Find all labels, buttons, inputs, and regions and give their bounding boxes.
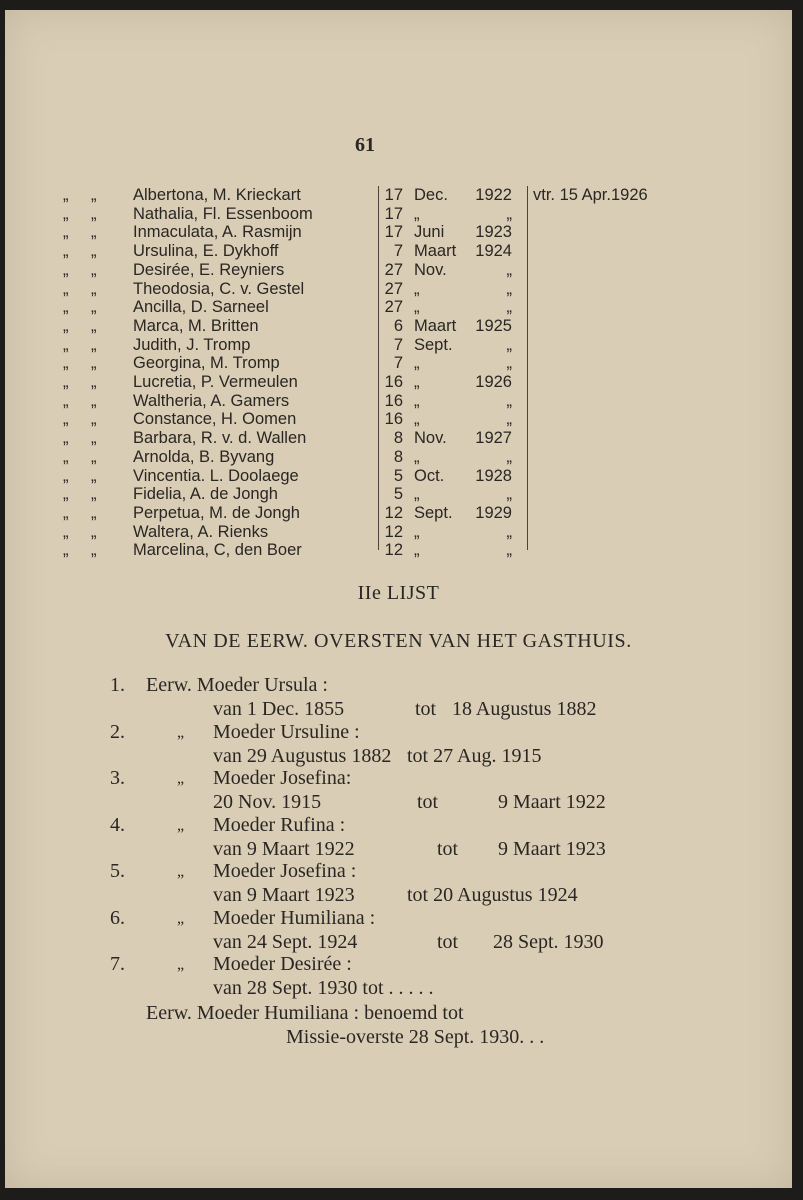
closing-note-line-2: Missie-overste 28 Sept. 1930. . . bbox=[286, 1026, 545, 1048]
departure-note: vtr. 15 Apr.1926 bbox=[533, 186, 648, 204]
roster-row bbox=[5, 448, 792, 467]
ditto-mark: „ bbox=[91, 186, 97, 204]
roster-row bbox=[5, 205, 792, 224]
entry-day: 7 bbox=[393, 354, 403, 373]
entry-month: Sept. bbox=[414, 335, 453, 354]
entry-year: „ bbox=[506, 485, 512, 504]
ditto-mark: „ bbox=[91, 335, 97, 354]
entry-month: „ bbox=[414, 391, 420, 410]
entry-month: „ bbox=[414, 541, 420, 560]
entry-day: 8 bbox=[393, 447, 403, 466]
roster-row bbox=[5, 504, 792, 523]
entry-number: 3. bbox=[110, 767, 125, 789]
roster-row bbox=[5, 261, 792, 280]
entry-period: tot bbox=[417, 791, 439, 813]
book-page bbox=[5, 10, 792, 1188]
entry-day: 27 bbox=[384, 260, 403, 279]
entry-title: Moeder Humiliana : bbox=[213, 906, 376, 929]
ditto-mark: „ bbox=[63, 410, 69, 429]
entry-month: „ bbox=[414, 279, 420, 298]
entry-day: 5 bbox=[393, 485, 403, 504]
entry-month: „ bbox=[414, 410, 420, 429]
entry-day: 17 bbox=[384, 186, 403, 204]
entry-day: 12 bbox=[384, 522, 403, 541]
ditto-mark: „ bbox=[63, 204, 69, 223]
ditto-mark: „ bbox=[63, 447, 69, 466]
sister-name: Georgina, M. Tromp bbox=[133, 354, 280, 373]
sister-name: Perpetua, M. de Jongh bbox=[133, 503, 300, 522]
entry-year: „ bbox=[506, 541, 512, 560]
entry-period: 9 Maart 1922 bbox=[498, 791, 606, 813]
ditto-mark: „ bbox=[63, 391, 69, 410]
sister-name: Desirée, E. Reyniers bbox=[133, 260, 285, 279]
page-number: 61 bbox=[355, 134, 375, 156]
ditto-mark: „ bbox=[91, 429, 97, 448]
sister-name: Marca, M. Britten bbox=[133, 316, 259, 335]
sister-name: Marcelina, C, den Boer bbox=[133, 541, 302, 560]
roster-row bbox=[5, 467, 792, 486]
roster-row bbox=[5, 223, 792, 242]
ditto-mark: „ bbox=[91, 242, 97, 261]
ditto-mark: „ bbox=[91, 373, 97, 391]
roster-row bbox=[5, 541, 792, 560]
entry-day: 7 bbox=[393, 242, 403, 261]
entry-month: Dec. bbox=[414, 186, 448, 204]
ditto-mark: „ bbox=[177, 956, 185, 973]
ditto-mark: „ bbox=[177, 863, 185, 880]
entry-period: van 24 Sept. 1924 bbox=[213, 930, 358, 953]
entry-year: 1928 bbox=[475, 466, 512, 485]
ditto-mark: „ bbox=[91, 447, 97, 466]
sister-name: Judith, J. Tromp bbox=[133, 335, 251, 354]
sister-name: Lucretia, P. Vermeulen bbox=[133, 373, 298, 391]
ditto-mark: „ bbox=[63, 429, 69, 448]
roster-row bbox=[5, 373, 792, 392]
entry-year: 1927 bbox=[475, 429, 512, 448]
sister-name: Inmaculata, A. Rasmijn bbox=[133, 223, 302, 242]
roster-row bbox=[5, 298, 792, 317]
entry-day: 27 bbox=[384, 279, 403, 298]
ditto-mark: „ bbox=[63, 503, 69, 522]
closing-note-line-1: Eerw. Moeder Humiliana : benoemd tot bbox=[146, 1002, 464, 1024]
roster-row bbox=[5, 429, 792, 448]
sister-name: Theodosia, C. v. Gestel bbox=[133, 279, 305, 298]
ditto-mark: „ bbox=[63, 354, 69, 373]
roster-row bbox=[5, 186, 792, 205]
entry-month: „ bbox=[414, 485, 420, 504]
entry-year: „ bbox=[506, 354, 512, 373]
entry-month: Nov. bbox=[414, 429, 447, 448]
entry-number: 1. bbox=[110, 674, 125, 696]
entry-month: „ bbox=[414, 204, 420, 223]
entry-year: 1922 bbox=[475, 186, 512, 204]
entry-period: 9 Maart 1923 bbox=[498, 837, 606, 860]
ditto-mark: „ bbox=[91, 466, 97, 485]
entry-day: 8 bbox=[393, 429, 403, 448]
entry-number: 2. bbox=[110, 720, 125, 743]
ditto-mark: „ bbox=[91, 316, 97, 335]
roster-row bbox=[5, 410, 792, 429]
entry-year: 1925 bbox=[475, 316, 512, 335]
ditto-mark: „ bbox=[63, 298, 69, 317]
ditto-mark: „ bbox=[91, 522, 97, 541]
list-title: IIe LIJST bbox=[357, 582, 440, 604]
entry-year: „ bbox=[506, 335, 512, 354]
sister-name: Barbara, R. v. d. Wallen bbox=[133, 429, 307, 448]
entry-title: Moeder Desirée : bbox=[213, 953, 352, 975]
entry-number: 5. bbox=[110, 860, 125, 882]
roster-row bbox=[5, 392, 792, 411]
ditto-mark: „ bbox=[177, 723, 185, 741]
ditto-mark: „ bbox=[63, 186, 69, 204]
ditto-mark: „ bbox=[91, 410, 97, 429]
entry-day: 17 bbox=[384, 223, 403, 242]
sister-name: Constance, H. Oomen bbox=[133, 410, 297, 429]
entry-year: „ bbox=[506, 447, 512, 466]
entry-year: 1929 bbox=[475, 503, 512, 522]
ditto-mark: „ bbox=[63, 260, 69, 279]
roster-row bbox=[5, 523, 792, 542]
sister-name: Waltera, A. Rienks bbox=[133, 522, 269, 541]
entry-period: 28 Sept. 1930 bbox=[493, 930, 604, 953]
sister-name: Ursulina, E. Dykhoff bbox=[133, 242, 279, 261]
roster-row bbox=[5, 317, 792, 336]
entry-title: Moeder Rufina : bbox=[213, 813, 346, 836]
entry-year: „ bbox=[506, 204, 512, 223]
entry-day: 6 bbox=[393, 316, 403, 335]
ditto-mark: „ bbox=[63, 335, 69, 354]
ditto-mark: „ bbox=[63, 522, 69, 541]
entry-year: „ bbox=[506, 260, 512, 279]
entry-day: 12 bbox=[384, 503, 403, 522]
ditto-mark: „ bbox=[63, 466, 69, 485]
ditto-mark: „ bbox=[91, 503, 97, 522]
entry-year: 1923 bbox=[475, 223, 512, 242]
entry-year: „ bbox=[506, 279, 512, 298]
entry-title: Moeder Ursuline : bbox=[213, 720, 360, 743]
ditto-mark: „ bbox=[91, 541, 97, 560]
roster-row bbox=[5, 354, 792, 373]
ditto-mark: „ bbox=[63, 485, 69, 504]
entry-period: 18 Augustus 1882 bbox=[452, 698, 597, 720]
entry-year: „ bbox=[506, 298, 512, 317]
sister-name: Ancilla, D. Sarneel bbox=[133, 298, 269, 317]
entry-year: „ bbox=[506, 410, 512, 429]
entry-period: tot bbox=[437, 930, 459, 953]
ditto-mark: „ bbox=[63, 242, 69, 261]
entry-year: 1926 bbox=[475, 373, 512, 391]
entry-month: „ bbox=[414, 373, 420, 391]
entry-year: 1924 bbox=[475, 242, 512, 261]
entry-day: 16 bbox=[384, 373, 403, 391]
ditto-mark: „ bbox=[91, 223, 97, 242]
entry-period: 20 Nov. 1915 bbox=[213, 791, 322, 813]
entry-number: 7. bbox=[110, 953, 125, 975]
roster-row bbox=[5, 242, 792, 261]
ditto-mark: „ bbox=[63, 541, 69, 560]
entry-month: Maart bbox=[414, 242, 457, 261]
ditto-mark: „ bbox=[91, 485, 97, 504]
entry-day: 7 bbox=[393, 335, 403, 354]
ditto-mark: „ bbox=[177, 770, 185, 787]
sister-name: Waltheria, A. Gamers bbox=[133, 391, 290, 410]
entry-number: 4. bbox=[110, 813, 125, 836]
entry-day: 27 bbox=[384, 298, 403, 317]
entry-period: van 29 Augustus 1882 bbox=[213, 744, 392, 767]
ditto-mark: „ bbox=[63, 316, 69, 335]
entry-period: van 28 Sept. 1930 tot . . . . . bbox=[213, 977, 434, 999]
ditto-mark: „ bbox=[91, 204, 97, 223]
entry-period: van 9 Maart 1922 bbox=[213, 837, 355, 860]
entry-month: „ bbox=[414, 447, 420, 466]
entry-period: tot 20 Augustus 1924 bbox=[407, 884, 578, 906]
entry-month: „ bbox=[414, 298, 420, 317]
entry-period: tot bbox=[437, 837, 459, 860]
entry-day: 17 bbox=[384, 204, 403, 223]
sister-name: Nathalia, Fl. Essenboom bbox=[133, 204, 313, 223]
entry-day: 5 bbox=[393, 466, 403, 485]
ditto-mark: „ bbox=[177, 816, 185, 834]
ditto-mark: „ bbox=[91, 279, 97, 298]
entry-day: 16 bbox=[384, 391, 403, 410]
entry-period: van 1 Dec. 1855 bbox=[213, 698, 345, 720]
entry-month: Nov. bbox=[414, 260, 447, 279]
roster-row bbox=[5, 485, 792, 504]
entry-month: „ bbox=[414, 522, 420, 541]
ditto-mark: „ bbox=[63, 279, 69, 298]
sister-name: Albertona, M. Krieckart bbox=[133, 186, 301, 204]
entry-number: 6. bbox=[110, 906, 125, 929]
sister-name: Arnolda, B. Byvang bbox=[133, 447, 275, 466]
entry-year: „ bbox=[506, 391, 512, 410]
entry-month: Sept. bbox=[414, 503, 453, 522]
ditto-mark: „ bbox=[177, 909, 185, 927]
ditto-mark: „ bbox=[91, 260, 97, 279]
roster-row bbox=[5, 280, 792, 299]
ditto-mark: „ bbox=[91, 391, 97, 410]
ditto-mark: „ bbox=[63, 373, 69, 391]
entry-year: „ bbox=[506, 522, 512, 541]
entry-title: Moeder Josefina: bbox=[213, 767, 352, 789]
entry-day: 12 bbox=[384, 541, 403, 560]
entry-day: 16 bbox=[384, 410, 403, 429]
ditto-mark: „ bbox=[63, 223, 69, 242]
ditto-mark: „ bbox=[91, 354, 97, 373]
ditto-mark: „ bbox=[91, 298, 97, 317]
sister-name: Vincentia. L. Doolaege bbox=[133, 466, 299, 485]
entry-month: „ bbox=[414, 354, 420, 373]
list-subtitle: VAN DE EERW. OVERSTEN VAN HET GASTHUIS. bbox=[165, 630, 632, 652]
sister-name: Fidelia, A. de Jongh bbox=[133, 485, 278, 504]
entry-period: van 9 Maart 1923 bbox=[213, 884, 355, 906]
entry-title: Eerw. Moeder Ursula : bbox=[146, 674, 328, 696]
entry-month: Oct. bbox=[414, 466, 445, 485]
entry-title: Moeder Josefina : bbox=[213, 860, 357, 882]
entry-period: tot 27 Aug. 1915 bbox=[407, 744, 542, 767]
roster-row bbox=[5, 336, 792, 355]
entry-month: Maart bbox=[414, 316, 457, 335]
entry-month: Juni bbox=[414, 223, 445, 242]
entry-period: tot bbox=[415, 698, 437, 720]
